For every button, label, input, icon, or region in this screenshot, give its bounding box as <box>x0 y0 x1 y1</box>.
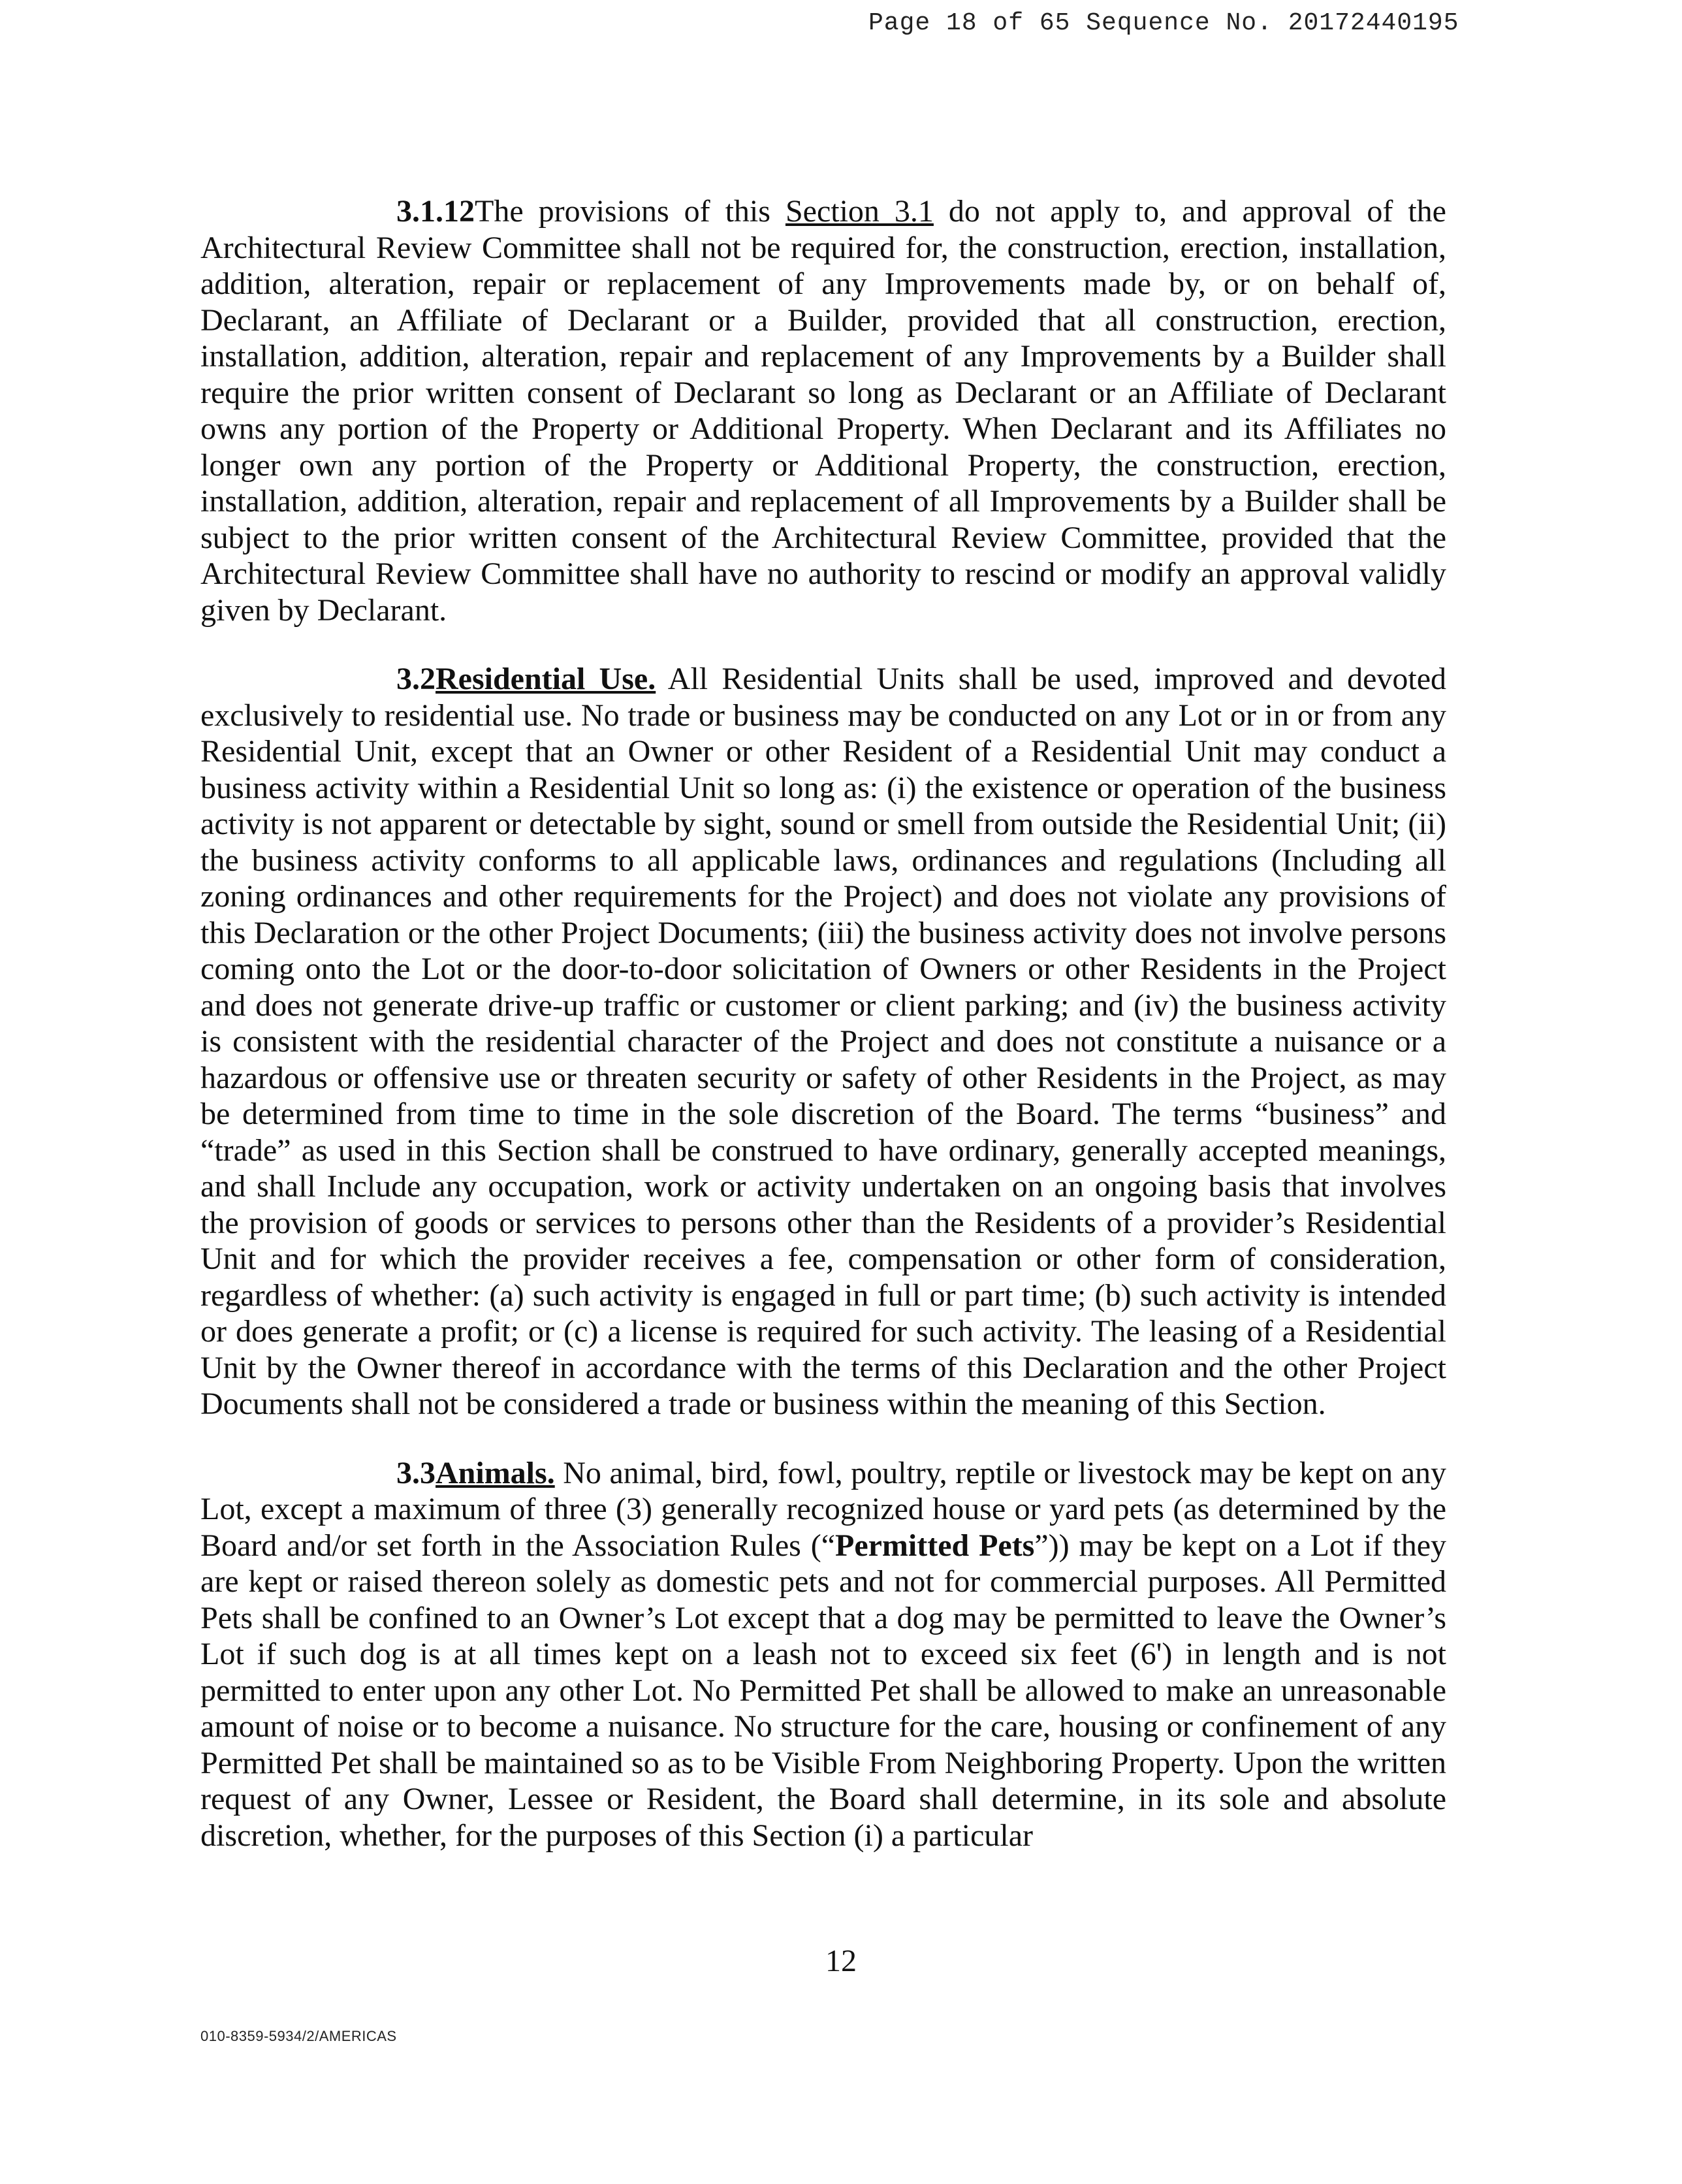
section-text: do not apply to, and approval of the Architectural Review Committee shall not be required for, the construction, erection, installation, addition, alteration, repair or replacement of any Improvements made by, or on behalf of, Declarant, an Affiliate of Declarant or a Builder, provided that all construction, erection, installation, addition, alteration, repair and replacement of any Improvements by a Builder shall require the prior written consent of Declarant so long as Declarant or an Affiliate of Declarant owns any portion of the Property or Additional Property. When Declarant and its Affiliates no longer own any portion of the Property or Additional Property, the construction, erection, installation, addition, alteration, repair and replacement of all Improvements by a Builder shall be subject to the prior written consent of the Architectural Review Committee, provided that the Architectural Review Committee shall have no authority to rescind or modify an approval validly given by Declarant. <box>200 194 1446 628</box>
section-number: 3.2 <box>396 662 436 696</box>
section-reference: Section 3.1 <box>785 194 934 229</box>
document-code: 010-8359-5934/2/AMERICAS <box>200 2028 397 2044</box>
section-heading: Residential Use. <box>436 662 656 696</box>
section-3-3 <box>200 1455 1446 1854</box>
section-text: ”)) may be kept on a Lot if they are kept or raised thereon solely as domestic pets and not for commercial purposes. All Permitted Pets shall be confined to an Owner’s Lot except that a dog may be permitted to leave the Owner’s Lot if such dog is at all times kept on a leash not to exceed six feet (6') in length and is not permitted to enter upon any other Lot. No Permitted Pet shall be allowed to make an unreasonable amount of noise or to become a nuisance. No structure for the care, housing or confinement of any Permitted Pet shall be maintained so as to be Visible From Neighboring Property. Upon the written request of any Owner, Lessee or Resident, the Board shall determine, in its sole and absolute discretion, whether, for the purposes of this Section (i) a particular <box>200 1528 1447 1853</box>
section-number: 3.3 <box>396 1455 436 1490</box>
section-number: 3.1.12 <box>396 194 475 229</box>
defined-term: Permitted Pets <box>835 1528 1035 1563</box>
page-sequence-stamp: Page 18 of 65 Sequence No. 20172440195 <box>868 9 1459 37</box>
page-number: 12 <box>825 1944 857 1978</box>
section-text: The provisions of this <box>475 194 785 229</box>
section-3-2 <box>200 661 1446 1422</box>
section-text: All Residential Units shall be used, improved and devoted exclusively to residential use. No trade or business may be conducted on any Lot or in or from any Residential Unit, except that an Owner or other Resident of a Residential Unit may conduct a business activity within a Residential Unit so long as: (i) the existence or operation of the business activity is not apparent or detectable by sight, sound or smell from outside the Residential Unit; (ii) the business activity conforms to all applicable laws, ordinances and regulations (Including all zoning ordinances and other requirements for the Project) and does not violate any provisions of this Declaration or the other Project Documents; (iii) the business activity does not involve persons coming onto the Lot or the door-to-door solicitation of Owners or other Residents in the Project and does not generate drive-up traffic or customer or client parking; and (iv) the business activity is consistent with the residential character of the Project and does not constitute a nuisance or a hazardous or offensive use or threaten security or safety of other Residents in the Project, as may be determined from time to time in the sole discretion of the Board. The terms “business” and “trade” as used in this Section shall be construed to have ordinary, generally accepted meanings, and shall Include any occupation, work or activity undertaken on an ongoing basis that involves the provision of goods or services to persons other than the Residents of a provider’s Residential Unit and for which the provider receives a fee, compensation or other form of consideration, regardless of whether: (a) such activity is engaged in full or part time; (b) such activity is intended or does generate a profit; or (c) a license is required for such activity. The leasing of a Residential Unit by the Owner thereof in accordance with the terms of this Declaration and the other Project Documents shall not be considered a trade or business within the meaning of this Section. <box>200 662 1447 1421</box>
section-text: No animal, bird, fowl, poultry, reptile or livestock may be kept on any Lot, except a maximum of three (3) generally recognized house or yard pets (as determined by the Board and/or set forth in the Association Rules (“ <box>200 1455 1446 1563</box>
section-heading: Animals. <box>436 1455 555 1490</box>
section-3-1-12 <box>200 193 1446 628</box>
document-body <box>200 193 1446 1886</box>
